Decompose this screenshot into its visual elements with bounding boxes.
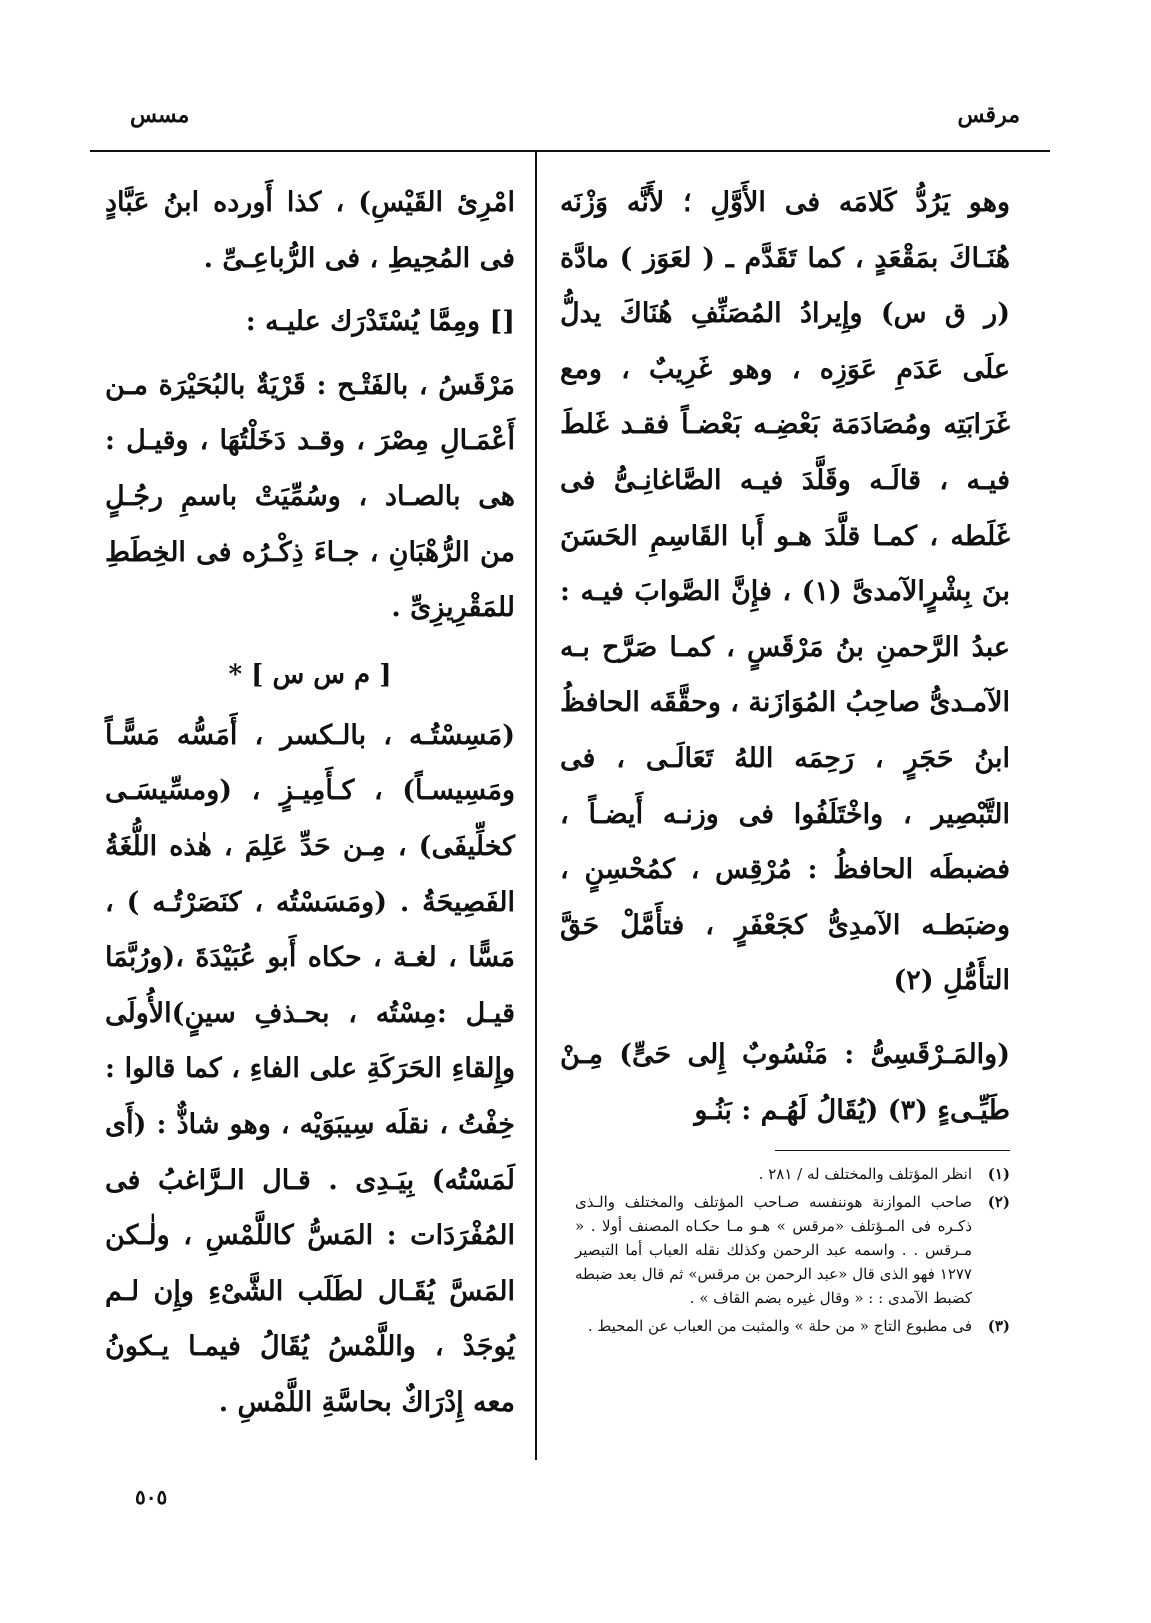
left-column-intro: امْرِئ القَيْسِ) ، كذا أَورده ابنُ عَبَّادٍ فى المُحِيطِ ، فى الرُّباعِـىِّ . bbox=[105, 187, 515, 274]
header-root-word-right: مرقس bbox=[957, 102, 1020, 128]
footnote-rule bbox=[775, 1150, 1010, 1151]
footnote bbox=[575, 1314, 1010, 1338]
footnote-text: انظر المؤتلف والمختلف له / ٢٨١ . bbox=[758, 1165, 972, 1183]
entry-root-heading: [ م س س ] * bbox=[228, 659, 392, 690]
right-column bbox=[560, 175, 1010, 1138]
running-header bbox=[90, 102, 1050, 142]
header-root-word-left: مسس bbox=[130, 102, 190, 128]
page-number: ٥٠٥ bbox=[135, 1485, 168, 1509]
derived-entries-heading: [] ومِمَّا يُسْتَدْرَك عليـه : bbox=[245, 306, 515, 338]
footnotes bbox=[575, 1162, 1010, 1342]
footnote-number: (٢) bbox=[987, 1193, 1010, 1211]
footnote-text: فى مطبوع التاج « من حلة » والمثبت من العباب عن المحيط . bbox=[587, 1317, 972, 1335]
derived-entry-text: مَرْقَسُ ، بالفَتْـح : قَرْيَةٌ بالبُحَيْرَة مـن أَعْمَـالِ مِصْرَ ، وقـد دَخَلْتُهَا ، وقيـل : هى بالصـاد ، وسُمِّيَتْ باسمِ رجُـلٍ من الرُّهْبَانِ ، جـاءَ ذِكْـرُه فى الخِطَطِ للمَقْرِيزِىِّ . bbox=[105, 369, 515, 624]
footnote bbox=[575, 1190, 1010, 1310]
entry-text: (مَسِسْتُـه ، بالـكسر ، أَمَسُّه مَسًّـاً ومَسِيسـاً) ، كـأَمِيـزٍ ، (ومسِّيسَـى كخلِّيفَى) ، مِـن حَدِّ عَلِمَ ، هٰذه اللُّغَةُ الفَصِيحَةُ . (ومَسَسْتُه ، كنَصَرْتُـه ) ، مَسًّا ، لغـة ، حكاه أَبو عُبَيْدَةَ ،(ورُبَّمَا قيـل :مِسْتُه ، بحـذفِ سينٍ)الأُولَى وإِلقاءِ الحَرَكَةِ على الفاءِ ، كما قالوا : خِفْتُ ، نقلَه سِيبَوَيْه ، وهو شاذٌّ : (أَى لَمَسْتُه) بِيَـدِى . قـال الـرَّاغبُ فى المُفْرَدَات : المَسُّ كاللَّمْسِ ، ولٰـكن المَسَّ يُقَـال لطَلَب الشَّىْءِ وإِن لـم يُوجَدْ ، واللَّمْسُ يُقَالُ فيمـا يـكونُ معه إِدْرَاكٌ بحاسَّةِ اللَّمْسِ . bbox=[105, 719, 515, 1418]
column-divider bbox=[535, 150, 537, 1460]
header-rule bbox=[90, 150, 1050, 152]
left-column bbox=[105, 175, 515, 1430]
footnote-text: صاحب الموازنة هوننفسه صـاحب المؤتلف والمختلف والـذى ذكـره فى المـؤتلف «مرقس » هـو مـا حكـاه المصنف أولا . « مـرقس . . واسمه عبد الرحمن وكذلك نقله العباب أما التبصير ١٢٧٧ فهو الذى قال «عبد الرحمن بن مرقس» ثم قال بعد ضبطه كضبط الآمدى : : « وقال غيره بضم القاف » . bbox=[575, 1193, 972, 1307]
footnote bbox=[575, 1162, 1010, 1186]
footnote-number: (١) bbox=[987, 1165, 1010, 1183]
right-column-paragraph-1: وهو يَرُدُّ كَلامَه فى الأَوَّلِ ؛ لأَنَّه وَزْنَه هُنَـاكَ بمَقْعَدٍ ، كما تَقَدَّم ـ ( لعَوَز ) مادَّة (ر ق س) وإِيرادُ المُصَنِّفِ هُنَاكَ يدلُّ علَى عَدَمِ عَوَزِه ، وهو غَرِيبٌ ، ومع غَرَابَتِه ومُصَادَمَة بَعْضِـه بَعْضـاً فقـد غَلطَ فيـه ، قالَـه وقَلَّدَ فيـه الصَّاغانِـىُّ فى غَلَطه ، كمـا قلَّدَ هـو أَبا القَاسِمِ الحَسَنَ بنَ بِشْرٍالآمدىَّ (١) ، فإِنَّ الصَّوابَ فيـه : عبدُ الرَّحمنِ بنُ مَرْقَسٍ ، كمـا صَرَّح بـه الآمـدىُّ صاحِبُ المُوَازَنة ، وحقَّقَه الحافظُ ابنُ حَجَرٍ ، رَحِمَه اللهُ تَعَالَـى ، فى التَّبْصِير ، واخْتَلَفُوا فى وزنـه أَيضـاً ، فضبطَه الحافظُ : مُرْقِس ، كمُحْسِنٍ ، وضبَطـه الآمدِىُّ كجَعْفَرٍ ، فتأَمَّلْ حَقَّ التأَمُّلِ (٢) bbox=[560, 187, 1010, 997]
footnote-number: (٣) bbox=[987, 1317, 1010, 1335]
right-column-paragraph-2: (والمَـرْقَسِىُّ : مَنْسُوبٌ إِلى حَىٍّ) مِـنْ طَيِّـىءٍ (٣) (يُقَالُ لَهُـم : بَنُـو bbox=[560, 1038, 1010, 1126]
